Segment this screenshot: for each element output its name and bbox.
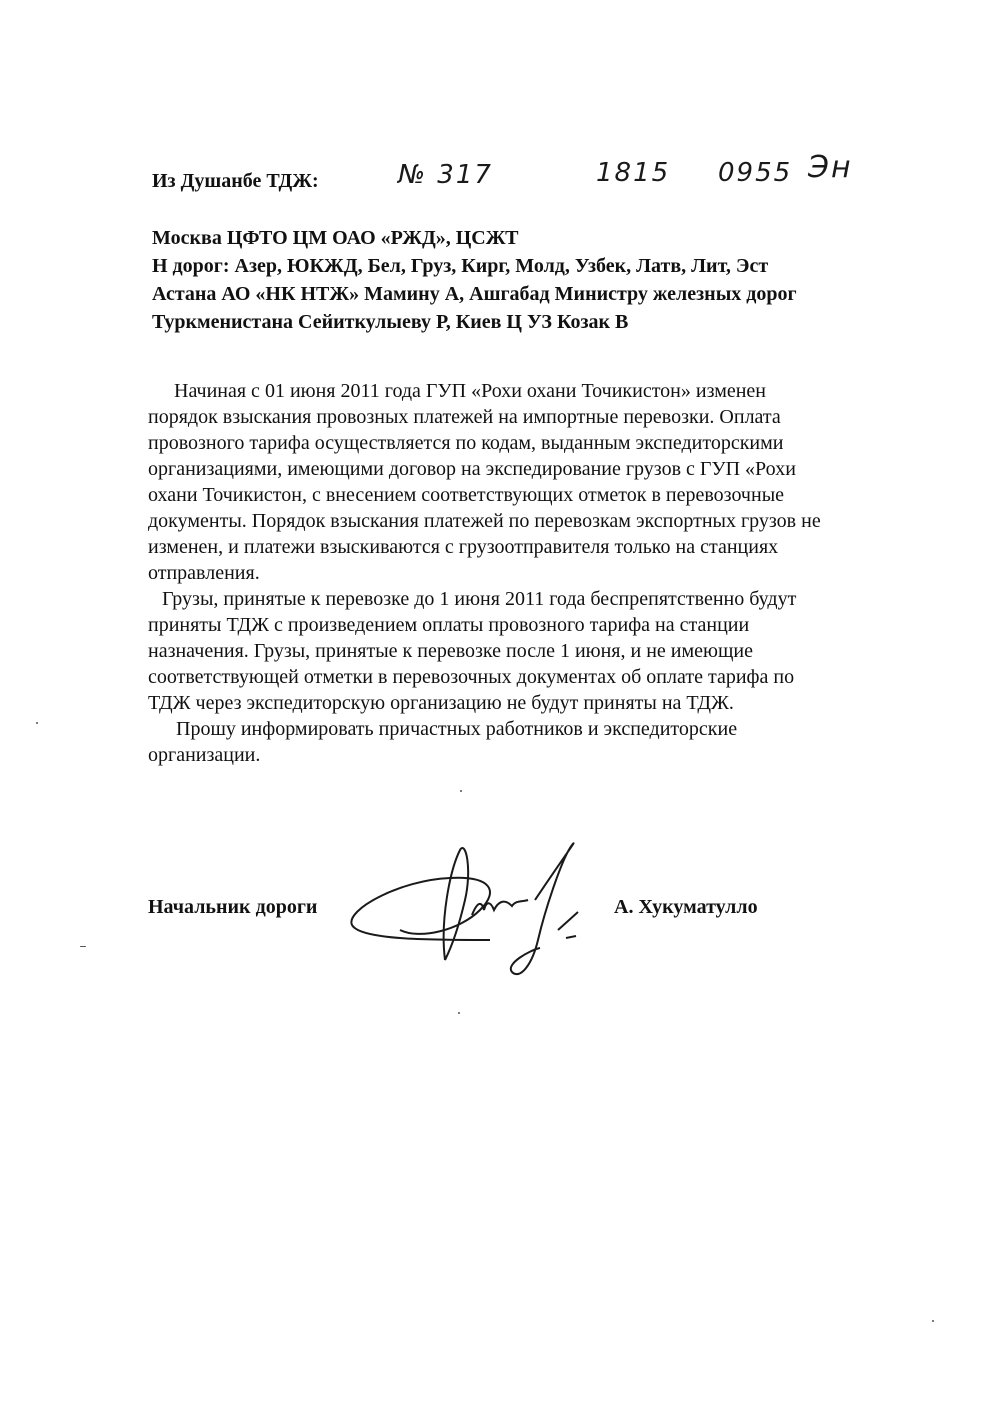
recipients-block: [152, 224, 797, 336]
handwritten-initials: Эн: [808, 150, 853, 185]
signatory-name: А. Хукуматулло: [614, 896, 758, 918]
body-line: приняты ТДЖ с произведением оплаты провозного тарифа на станции: [148, 614, 750, 636]
handwritten-code: 1815: [596, 158, 671, 188]
body-line: Начиная с 01 июня 2011 года ГУП «Рохи охани Точикистон» изменен: [174, 380, 767, 402]
handwritten-signature: [340, 830, 590, 990]
scan-speck: [80, 946, 86, 947]
body-line: Прошу информировать причастных работников и экспедиторские: [176, 718, 738, 740]
body-line: соответствующей отметки в перевозочных документах об оплате тарифа по: [148, 666, 795, 688]
recipients-line: Туркменистана Сейиткулыеву Р, Киев Ц УЗ Козак В: [152, 311, 629, 333]
body-line: ТДЖ через экспедиторскую организацию не будут приняты на ТДЖ.: [148, 692, 734, 714]
body-line: охани Точикистон, с внесением соответствующих отметок в перевозочные: [148, 484, 785, 506]
body-line: провозного тарифа осуществляется по кодам, выданным экспедиторскими: [148, 432, 784, 454]
scan-speck: [36, 722, 38, 724]
body-line: изменен, и платежи взыскиваются с грузоотправителя только на станциях: [148, 536, 779, 558]
handwritten-time: 0955: [718, 158, 793, 188]
signatory-title: Начальник дороги: [148, 896, 318, 918]
recipients-line: Астана АО «НК НТЖ» Мамину А, Ашгабад Министру железных дорог: [152, 283, 797, 305]
body-line: Грузы, принятые к перевозке до 1 июня 2011 года беспрепятственно будут: [162, 588, 797, 610]
scan-speck: [458, 1012, 460, 1014]
body-line: организации.: [148, 744, 261, 766]
letter-body: [148, 378, 948, 768]
sender-label: Из Душанбе ТДЖ:: [152, 170, 319, 192]
body-line: отправления.: [148, 562, 260, 584]
handwritten-number: № 317: [398, 160, 493, 190]
body-line: назначения. Грузы, принятые к перевозке после 1 июня, и не имеющие: [148, 640, 753, 662]
recipients-line: Москва ЦФТО ЦМ ОАО «РЖД», ЦСЖТ: [152, 227, 519, 249]
recipients-line: Н дорог: Азер, ЮКЖД, Бел, Груз, Кирг, Молд, Узбек, Латв, Лит, Эст: [152, 255, 769, 277]
body-line: порядок взыскания провозных платежей на импортные перевозки. Оплата: [148, 406, 781, 428]
scan-speck: [460, 790, 462, 792]
body-line: организациями, имеющими договор на экспедирование грузов с ГУП «Рохи: [148, 458, 796, 480]
scan-speck: [932, 1320, 934, 1322]
body-line: документы. Порядок взыскания платежей по перевозкам экспортных грузов не: [148, 510, 821, 532]
